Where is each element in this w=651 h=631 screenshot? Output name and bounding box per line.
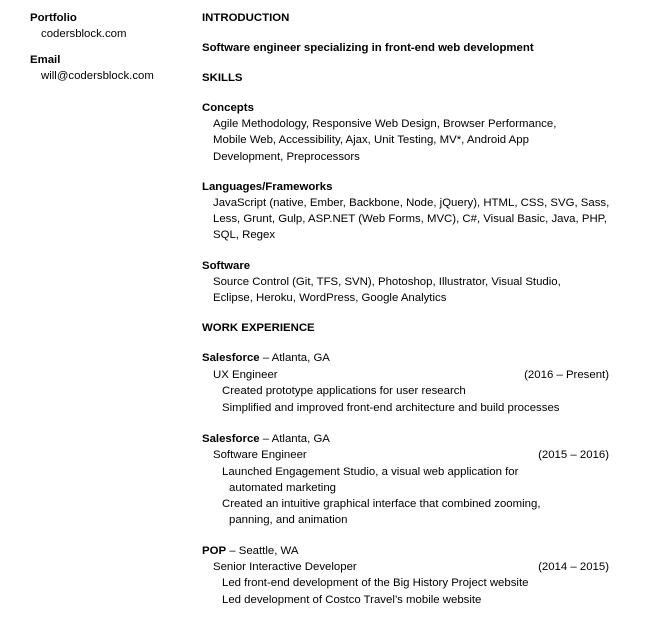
job-title: Senior Interactive Developer bbox=[213, 561, 357, 574]
job-entry bbox=[202, 350, 632, 417]
skill-line: JavaScript (native, Ember, Backbone, Node, jQuery), HTML, CSS, SVG, Sass, bbox=[213, 196, 610, 209]
introduction-heading: INTRODUCTION bbox=[202, 12, 290, 24]
job-entry bbox=[202, 431, 632, 529]
job-entry bbox=[202, 543, 632, 610]
company-name: POP bbox=[202, 544, 227, 557]
skill-group-languages bbox=[202, 179, 632, 244]
skills-heading: SKILLS bbox=[202, 72, 243, 84]
company-location: – Atlanta, GA bbox=[259, 352, 330, 365]
introduction-summary: Software engineer specializing in front-end web development bbox=[202, 42, 534, 54]
email-label: Email bbox=[30, 54, 61, 66]
job-title: UX Engineer bbox=[213, 368, 278, 381]
skill-group-software bbox=[202, 258, 632, 307]
skill-line: Mobile Web, Accessibility, Ajax, Unit Testing, MV*, Android App bbox=[213, 134, 529, 147]
job-item: Led front-end development of the Big History Project website bbox=[222, 577, 529, 590]
skill-line: Eclipse, Heroku, WordPress, Google Analytics bbox=[213, 292, 447, 305]
work-experience-heading: WORK EXPERIENCE bbox=[202, 322, 315, 335]
job-dates: (2014 – 2015) bbox=[538, 561, 609, 574]
job-dates: (2016 – Present) bbox=[524, 368, 609, 381]
skill-line: Development, Preprocessors bbox=[213, 150, 360, 163]
skill-group-title: Concepts bbox=[202, 102, 254, 114]
job-item: Simplified and improved front-end architecture and build processes bbox=[222, 401, 560, 414]
company-name: Salesforce bbox=[202, 352, 260, 365]
job-dates: (2015 – 2016) bbox=[538, 449, 609, 462]
job-item-continued: automated marketing bbox=[229, 481, 337, 494]
job-item: Launched Engagement Studio, a visual web application for bbox=[222, 465, 519, 478]
job-item-continued: panning, and animation bbox=[229, 514, 348, 527]
portfolio-label: Portfolio bbox=[30, 12, 77, 24]
job-item: Created an intuitive graphical interface that combined zooming, bbox=[222, 498, 541, 511]
job-title: Software Engineer bbox=[213, 449, 307, 462]
skill-line: SQL, Regex bbox=[213, 229, 276, 242]
email-link[interactable]: will@codersblock.com bbox=[41, 70, 154, 82]
company-name: Salesforce bbox=[202, 432, 260, 445]
skill-group-title: Languages/Frameworks bbox=[202, 180, 333, 193]
skill-group-title: Software bbox=[202, 259, 251, 272]
job-item: Created prototype applications for user research bbox=[222, 384, 466, 397]
company-location: – Atlanta, GA bbox=[259, 432, 330, 445]
job-item: Led development of Costco Travel’s mobile website bbox=[222, 594, 482, 607]
portfolio-link[interactable]: codersblock.com bbox=[41, 28, 127, 40]
skill-line: Less, Grunt, Gulp, ASP.NET (Web Forms, MVC), C#, Visual Basic, Java, PHP, bbox=[213, 213, 607, 226]
company-location: – Seattle, WA bbox=[226, 544, 299, 557]
resume-body bbox=[202, 10, 632, 609]
skill-group-concepts bbox=[202, 100, 632, 165]
skill-line: Agile Methodology, Responsive Web Design, Browser Performance, bbox=[213, 118, 557, 130]
skill-line: Source Control (Git, TFS, SVN), Photoshop, Illustrator, Visual Studio, bbox=[213, 275, 561, 288]
contact-column bbox=[30, 10, 190, 84]
